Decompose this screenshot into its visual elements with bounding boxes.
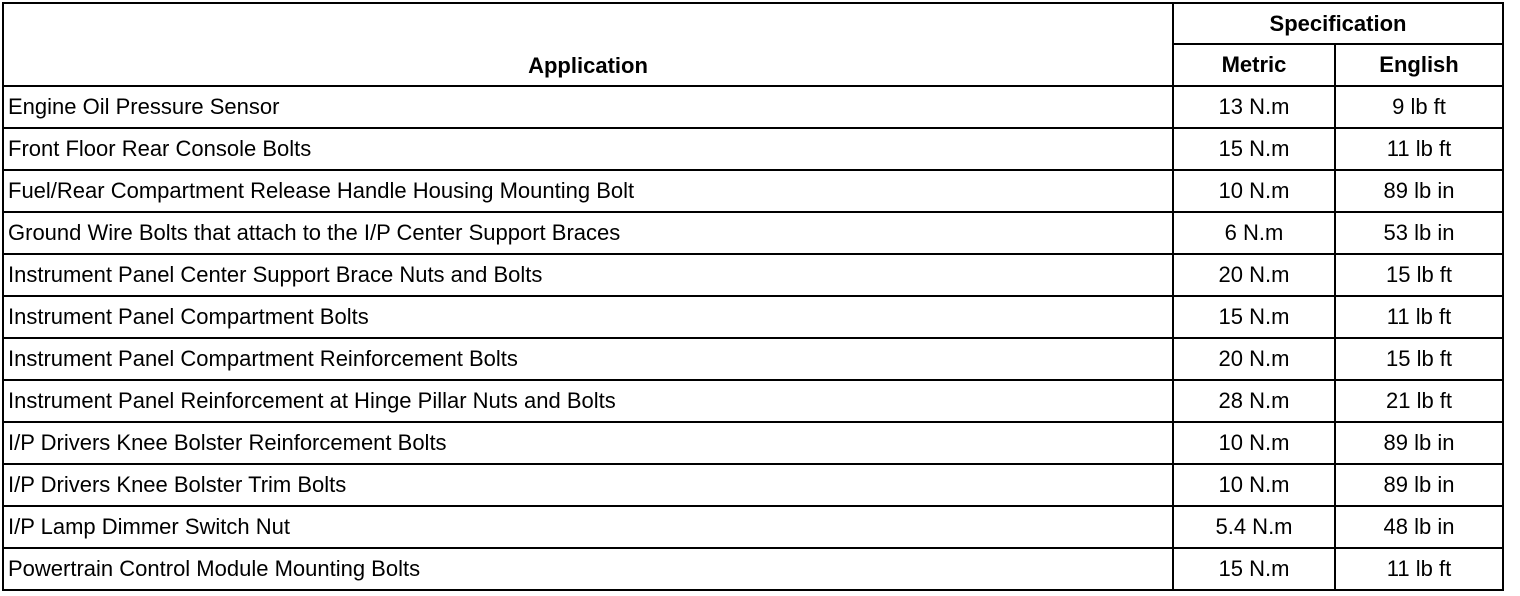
application-cell: Ground Wire Bolts that attach to the I/P Center Support Braces (3, 212, 1173, 254)
english-cell: 48 lb in (1335, 506, 1503, 548)
specification-header: Specification (1173, 3, 1503, 44)
application-cell: Engine Oil Pressure Sensor (3, 86, 1173, 128)
english-cell: 53 lb in (1335, 212, 1503, 254)
english-cell: 21 lb ft (1335, 380, 1503, 422)
application-cell: Instrument Panel Reinforcement at Hinge Pillar Nuts and Bolts (3, 380, 1173, 422)
metric-cell: 20 N.m (1173, 338, 1335, 380)
english-cell: 11 lb ft (1335, 128, 1503, 170)
metric-cell: 13 N.m (1173, 86, 1335, 128)
english-cell: 89 lb in (1335, 422, 1503, 464)
application-cell: I/P Drivers Knee Bolster Trim Bolts (3, 464, 1173, 506)
metric-cell: 10 N.m (1173, 170, 1335, 212)
english-cell: 89 lb in (1335, 170, 1503, 212)
application-cell: I/P Drivers Knee Bolster Reinforcement Bolts (3, 422, 1173, 464)
application-cell: Instrument Panel Center Support Brace Nuts and Bolts (3, 254, 1173, 296)
english-cell: 9 lb ft (1335, 86, 1503, 128)
application-cell: Front Floor Rear Console Bolts (3, 128, 1173, 170)
application-cell: Instrument Panel Compartment Reinforcement Bolts (3, 338, 1173, 380)
table-row (3, 212, 1503, 254)
english-header: English (1335, 44, 1503, 86)
metric-cell: 6 N.m (1173, 212, 1335, 254)
metric-cell: 28 N.m (1173, 380, 1335, 422)
metric-cell: 5.4 N.m (1173, 506, 1335, 548)
english-cell: 89 lb in (1335, 464, 1503, 506)
metric-cell: 15 N.m (1173, 128, 1335, 170)
table-row (3, 506, 1503, 548)
metric-cell: 15 N.m (1173, 296, 1335, 338)
table-row (3, 548, 1503, 590)
table-row (3, 170, 1503, 212)
application-header: Application (3, 3, 1173, 86)
application-cell: I/P Lamp Dimmer Switch Nut (3, 506, 1173, 548)
table-row (3, 338, 1503, 380)
application-cell: Fuel/Rear Compartment Release Handle Housing Mounting Bolt (3, 170, 1173, 212)
table-row (3, 464, 1503, 506)
english-cell: 15 lb ft (1335, 338, 1503, 380)
table-row (3, 296, 1503, 338)
fastener-specification-table (2, 2, 1504, 591)
table-row (3, 86, 1503, 128)
english-cell: 11 lb ft (1335, 548, 1503, 590)
metric-cell: 10 N.m (1173, 464, 1335, 506)
table-row (3, 128, 1503, 170)
english-cell: 11 lb ft (1335, 296, 1503, 338)
table-row (3, 254, 1503, 296)
application-cell: Instrument Panel Compartment Bolts (3, 296, 1173, 338)
table-row (3, 380, 1503, 422)
metric-header: Metric (1173, 44, 1335, 86)
application-cell: Powertrain Control Module Mounting Bolts (3, 548, 1173, 590)
metric-cell: 20 N.m (1173, 254, 1335, 296)
metric-cell: 15 N.m (1173, 548, 1335, 590)
table-row (3, 422, 1503, 464)
english-cell: 15 lb ft (1335, 254, 1503, 296)
metric-cell: 10 N.m (1173, 422, 1335, 464)
